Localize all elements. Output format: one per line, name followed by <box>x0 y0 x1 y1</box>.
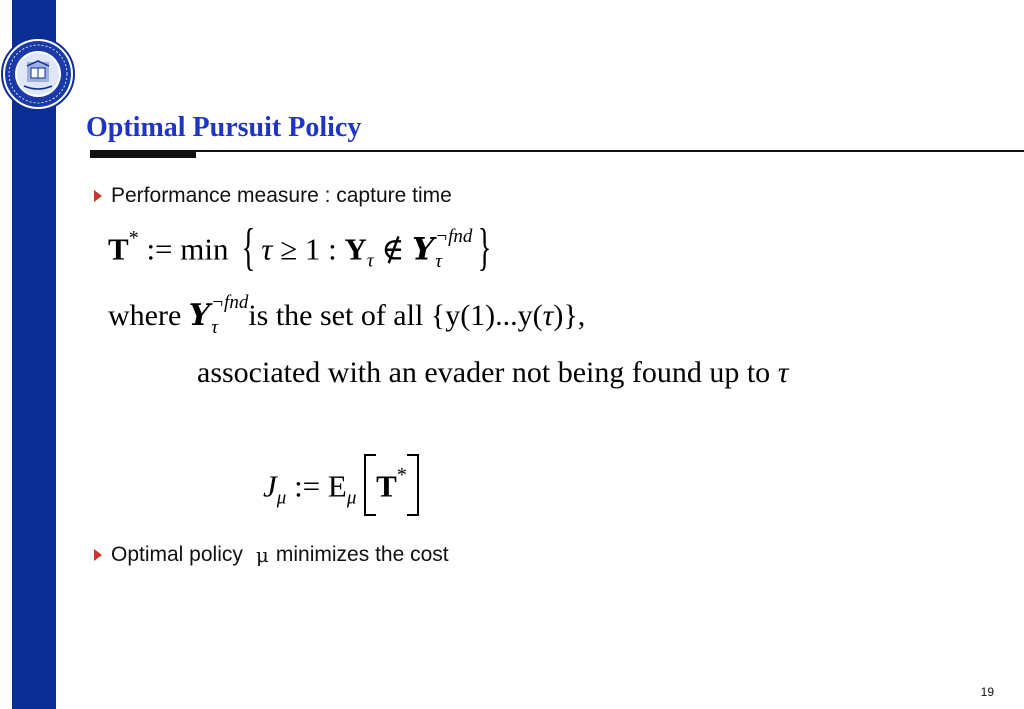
bullet2-mu: μ <box>255 543 269 567</box>
eq1-calY-sub: τ <box>435 251 443 273</box>
eq2-E-sub: μ <box>346 487 357 509</box>
bullet-performance-measure <box>94 184 452 208</box>
eq2-T: T <box>376 468 397 504</box>
line2-tau-sub: τ <box>211 317 219 339</box>
cost-equation <box>263 448 419 510</box>
where-line <box>108 292 585 340</box>
eq1-fnd: ¬fnd <box>435 226 473 248</box>
eq1-notin: ∉ <box>373 231 413 267</box>
eq1-Y-sub: τ <box>366 250 374 272</box>
eq2-J-sub: μ <box>276 487 287 509</box>
eq2-star: * <box>396 464 407 486</box>
university-seal-icon <box>0 36 76 112</box>
bullet-text: Performance measure : capture time <box>111 184 452 207</box>
eq1-assign-min: := min <box>138 231 229 267</box>
eq2-J: J <box>263 468 277 504</box>
triangle-right-icon <box>94 190 102 202</box>
eq1-calY-scripts <box>435 227 472 271</box>
associated-line <box>197 349 788 397</box>
line2-rest-a: is the set of all {y(1)...y( <box>248 299 543 332</box>
triangle-right-icon <box>94 549 102 561</box>
left-brace: { <box>241 219 256 277</box>
eq1-star: * <box>128 227 139 249</box>
title-rule <box>90 150 1024 152</box>
title-accent-rule <box>90 151 196 158</box>
bullet2-text-b: minimizes the cost <box>275 543 449 566</box>
bullet-optimal-policy <box>94 543 449 567</box>
eq1-Y: Y <box>344 231 367 267</box>
eq1-geq-one: ≥ 1 : <box>272 231 345 267</box>
right-brace: } <box>478 219 492 277</box>
page-number: 19 <box>980 685 994 699</box>
slide-title: Optimal Pursuit Policy <box>86 112 362 143</box>
line2-fnd: ¬fnd <box>211 292 249 314</box>
line3-tau: τ <box>777 356 789 389</box>
bullet2-text-a: Optimal policy <box>111 543 243 566</box>
eq2-assign-E: := E <box>286 468 347 504</box>
capture-time-equation <box>108 211 497 277</box>
eq1-calY: Y <box>412 231 435 268</box>
line2-calY: Y <box>188 298 211 333</box>
left-bracket <box>364 454 376 516</box>
eq1-T: T <box>108 231 129 267</box>
line2-rest-b: )}, <box>553 299 586 332</box>
where-word: where <box>108 299 189 332</box>
right-bracket <box>407 454 419 516</box>
eq1-tau: τ <box>261 231 273 267</box>
line2-calY-scripts <box>211 293 248 337</box>
line3-text: associated with an evader not being found up to <box>197 356 778 389</box>
line2-tau: τ <box>542 299 554 332</box>
